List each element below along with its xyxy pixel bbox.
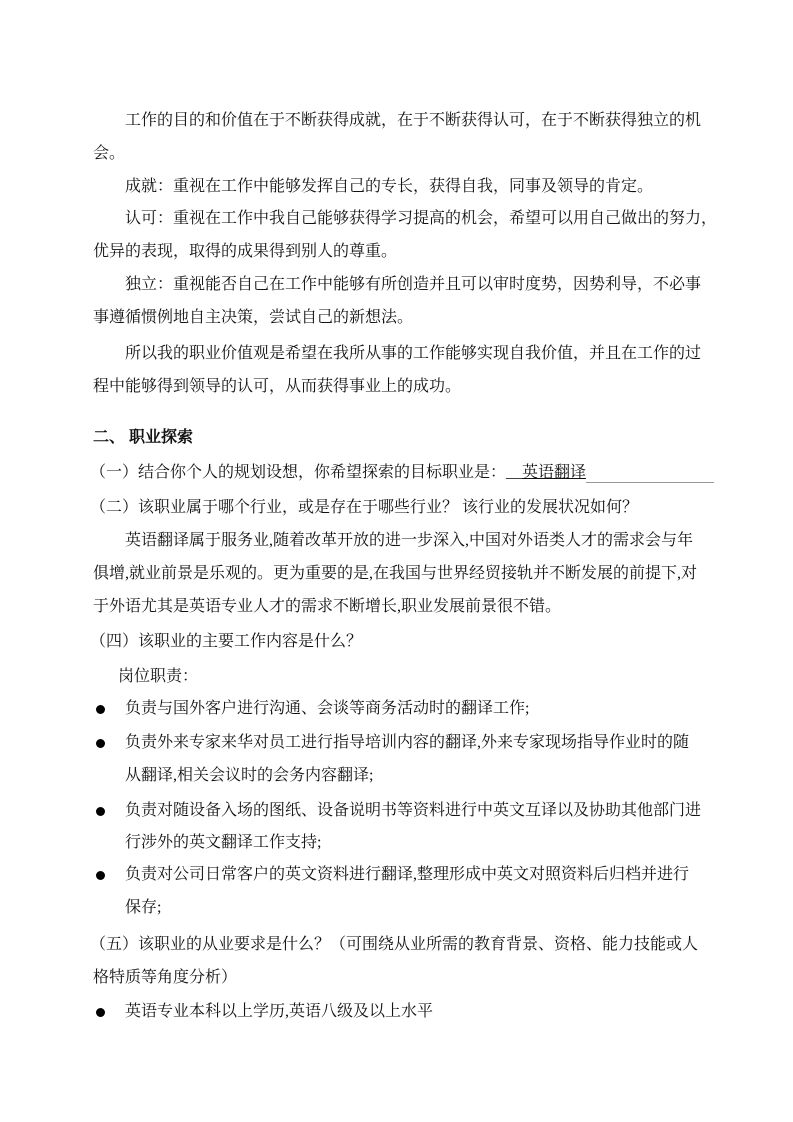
paragraph-independence-line1: 独立：重视能否自己在工作中能够有所创造并且可以审时度势，因势利导，不必事 (125, 276, 702, 293)
bullet-icon (96, 705, 105, 714)
duties-label: 岗位职责： (118, 668, 199, 685)
answer-blank-line (586, 466, 714, 483)
answer-2-line2: 俱增,就业前景是乐观的。更为重要的是,在我国与世界经贸接轨并不断发展的前提下,对 (93, 565, 698, 582)
question-5-line2: 格特质等角度分析） (93, 969, 238, 986)
section-heading: 二、 职业探索 (93, 429, 194, 446)
duty-item-2-line1: 负责外来专家来华对员工进行指导培训内容的翻译,外来专家现场指导作业时的随 (125, 734, 690, 751)
paragraph-achievement: 成就：重视在工作中能够发挥自己的专长，获得自我，同事及领导的肯定。 (125, 178, 654, 195)
bullet-icon (96, 807, 105, 816)
duty-item-3-line1: 负责对随设备入场的图纸、设备说明书等资料进行中英文互译以及协助其他部门进 (125, 802, 702, 819)
question-5-line1: （五）该职业的从业要求是什么？（可围绕从业所需的教育背景、资格、能力技能或人 (90, 936, 699, 953)
question-4: （四）该职业的主要工作内容是什么？ (90, 633, 363, 650)
answer-2-line3: 于外语尤其是英语专业人才的需求不断增长,职业发展前景很不错。 (93, 598, 562, 615)
duty-item-1: 负责与国外客户进行沟通、会谈等商务活动时的翻译工作; (125, 700, 530, 717)
bullet-icon (96, 739, 105, 748)
paragraph-intro-line1: 工作的目的和价值在于不断获得成就，在于不断获得认可，在于不断获得独立的机 (125, 112, 702, 129)
requirement-item-1: 英语专业本科以上学历,英语八级及以上水平 (125, 1003, 434, 1020)
question-2: （二）该职业属于哪个行业，或是存在于哪些行业？ 该行业的发展状况如何？ (90, 499, 639, 516)
question-1-text: （一）结合你个人的规划设想，你希望探索的目标职业是：__ (90, 464, 523, 481)
duty-item-4-line2: 保存; (125, 899, 162, 916)
duty-item-3-line2: 行涉外的英文翻译工作支持; (125, 834, 322, 851)
question-1 (90, 463, 714, 483)
bullet-icon (96, 871, 105, 880)
paragraph-conclusion-line2: 程中能够得到领导的认可，从而获得事业上的成功。 (93, 378, 462, 395)
answer-2-line1: 英语翻译属于服务业,随着改革开放的进一步深入,中国对外语类人才的需求会与年 (125, 532, 694, 549)
bullet-icon (96, 1008, 105, 1017)
duty-item-2-line2: 从翻译,相关会议时的会务内容翻译; (125, 767, 374, 784)
duty-item-4-line1: 负责对公司日常客户的英文资料进行翻译,整理形成中英文对照资料后归档并进行 (125, 866, 690, 883)
paragraph-independence-line2: 事遵循惯例地自主决策，尝试自己的新想法。 (93, 309, 414, 326)
paragraph-recognition-line1: 认可：重视在工作中我自己能够获得学习提高的机会，希望可以用自己做出的努力， (125, 210, 718, 227)
paragraph-intro-line2: 会。 (93, 145, 126, 162)
target-career-answer: 英语翻译 (522, 464, 587, 481)
paragraph-conclusion-line1: 所以我的职业价值观是希望在我所从事的工作能够实现自我价值，并且在工作的过 (125, 345, 702, 362)
paragraph-recognition-line2: 优异的表现，取得的成果得到别人的尊重。 (93, 243, 398, 260)
